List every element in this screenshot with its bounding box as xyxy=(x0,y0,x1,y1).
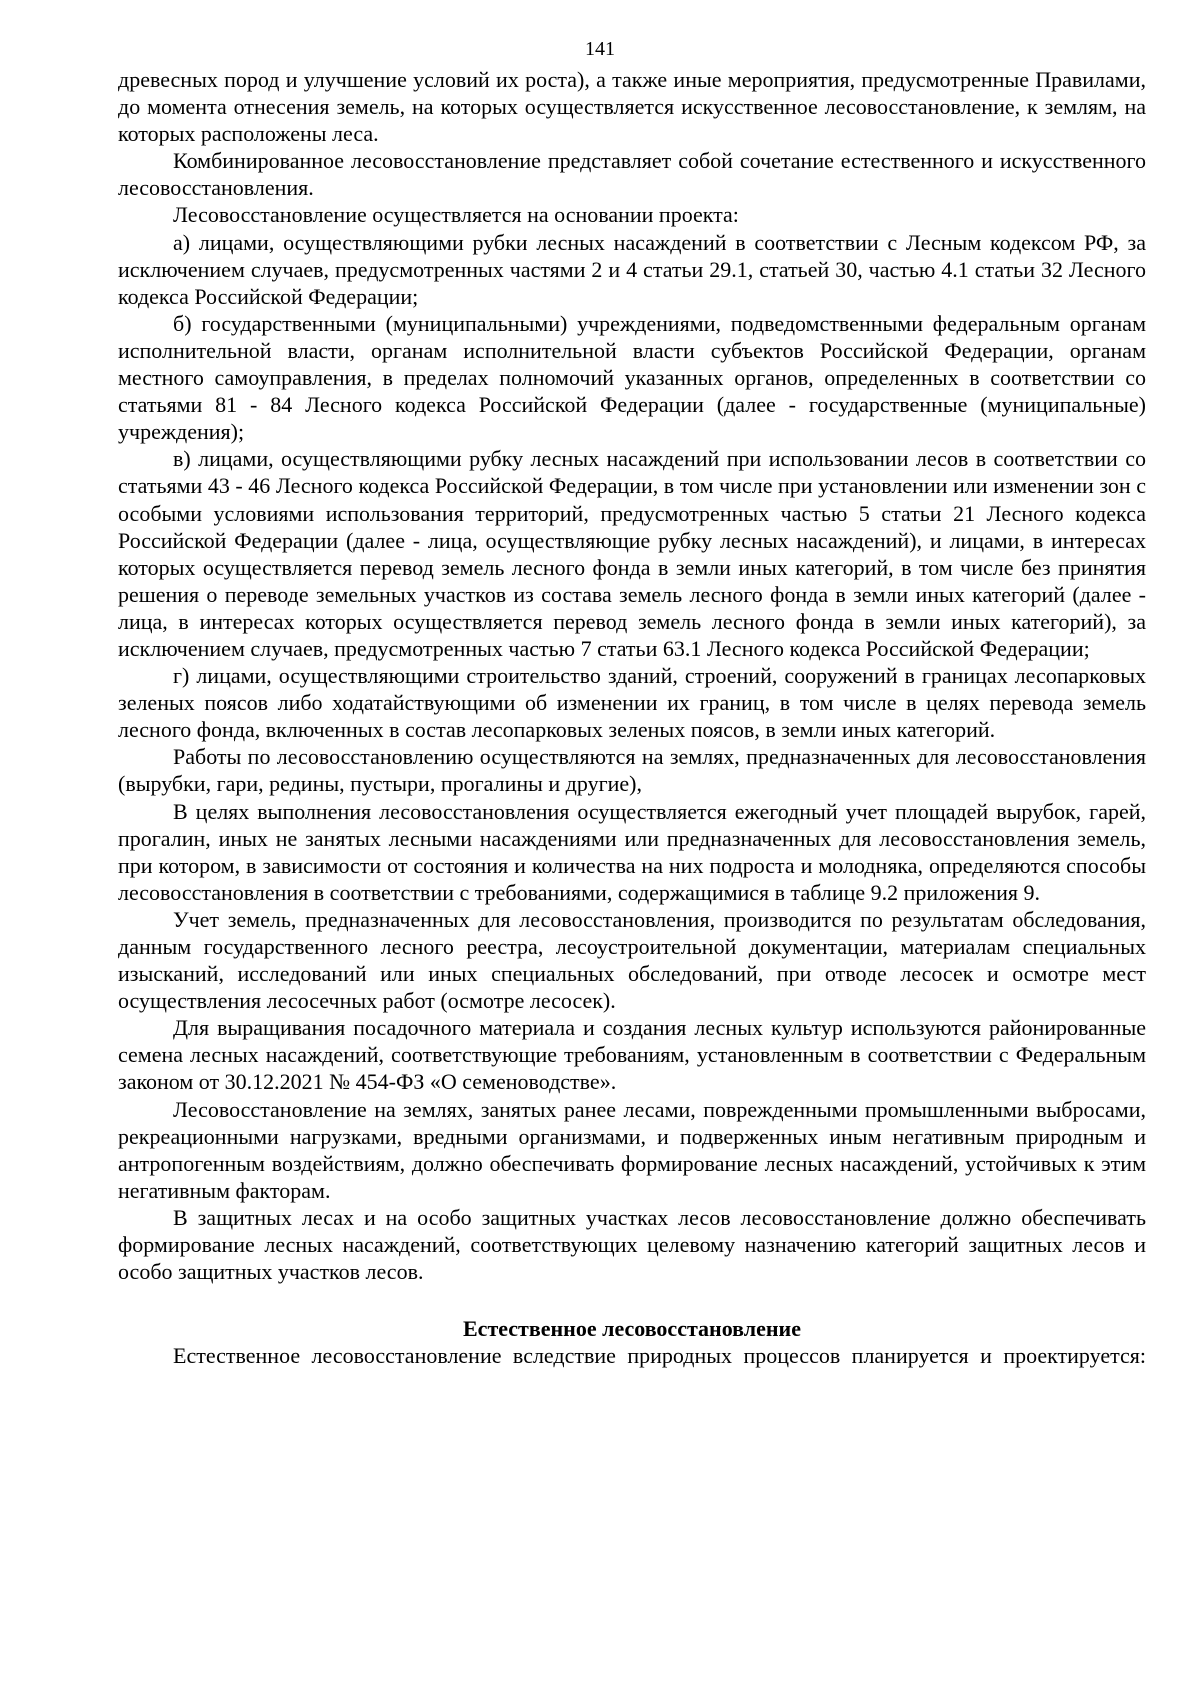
list-item-g: г) лицами, осуществляющими строительство зданий, строений, сооружений в границах лесопарковых зеленых поясов либо ходатайствующими об изменении их границ, в том числе в целях перевода земель лесного фонда, включенных в состав лесопарковых зеленых поясов, в земли иных категорий. xyxy=(118,663,1146,743)
list-item-b: б) государственными (муниципальными) учреждениями, подведомственными федеральным органам исполнительной власти, органам исполнительной власти субъектов Российской Федерации, органам местного самоуправления, в пределах полномочий указанных органов, определенных в соответствии со статьями 81 - 84 Лесного кодекса Российской Федерации (далее - государственные (муниципальные) учреждения); xyxy=(118,310,1146,445)
list-item-a: а) лицами, осуществляющими рубки лесных насаждений в соответствии с Лесным кодексом РФ, за исключением случаев, предусмотренных частями 2 и 4 статьи 29.1, статьей 30, частью 4.1 статьи 32 Лесного кодекса Российской Федерации; xyxy=(118,229,1146,309)
section-paragraph: Естественное лесовосстановление вследствие природных процессов планируется и проектируется: xyxy=(173,1343,1146,1369)
document-body xyxy=(118,66,1146,1369)
paragraph-land-accounting: Учет земель, предназначенных для лесовосстановления, производится по результатам обследования, данным государственного лесного реестра, лесоустроительной документации, материалам специальных изысканий, исследований или иных специальных обследований, при отводе лесосек и осмотре мест осуществления лесосечных работ (осмотре лесосек). xyxy=(118,906,1146,1014)
paragraph-reforestation-lands: Работы по лесовосстановлению осуществляются на землях, предназначенных для лесовосстановления (вырубки, гари, редины, пустыри, прогалины и другие), xyxy=(118,744,1146,797)
paragraph-seed-material: Для выращивания посадочного материала и создания лесных культур используются районированные семена лесных насаждений, соответствующие требованиям, установленным в соответствии с Федеральным законом от 30.12.2021 № 454-ФЗ «О семеноводстве». xyxy=(118,1015,1146,1095)
paragraph-damaged-forests: Лесовосстановление на землях, занятых ранее лесами, поврежденными промышленными выбросами, рекреационными нагрузками, вредными организмами, и подверженных иным негативным природным и антропогенным воздействиям, должно обеспечивать формирование лесных насаждений, устойчивых к этим негативным факторам. xyxy=(118,1096,1146,1203)
paragraph-continuation: древесных пород и улучшение условий их роста), а также иные мероприятия, предусмотренные Правилами, до момента отнесения земель, на которых осуществляется искусственное лесовосстановление, к землям, на которых расположены леса. xyxy=(118,67,1146,147)
paragraph-annual-accounting: В целях выполнения лесовосстановления осуществляется ежегодный учет площадей вырубок, гарей, прогалин, иных не занятых лесными насаждениями или предназначенных для лесовосстановления земель, при котором, в зависимости от состояния и количества на них подроста и молодняка, определяются способы лесовосстановления в соответствии с требованиями, содержащимися в таблице 9.2 приложения 9. xyxy=(118,798,1146,905)
paragraph-combined-reforestation: Комбинированное лесовосстановление представляет собой сочетание естественного и искусственного лесовосстановления. xyxy=(118,148,1146,201)
paragraph-project-basis: Лесовосстановление осуществляется на основании проекта: xyxy=(173,202,739,228)
paragraph-protective-forests: В защитных лесах и на особо защитных участках лесов лесовосстановление должно обеспечивать формирование лесных насаждений, соответствующих целевому назначению категорий защитных лесов и особо защитных участков лесов. xyxy=(118,1204,1146,1285)
list-item-v: в) лицами, осуществляющими рубку лесных насаждений при использовании лесов в соответствии со статьями 43 - 46 Лесного кодекса Российской Федерации, в том числе при установлении или изменении зон с особыми условиями использования территорий, предусмотренных частью 5 статьи 21 Лесного кодекса Российской Федерации (далее - лица, осуществляющие рубку лесных насаждений), и лицами, в интересах которых осуществляется перевод земель лесного фонда в земли иных категорий, в том числе без принятия решения о переводе земельных участков из состава земель лесного фонда в земли иных категорий (далее - лица, в интересах которых осуществляется перевод земель лесного фонда в земли иных категорий), за исключением случаев, предусмотренных частью 7 статьи 63.1 Лесного кодекса Российской Федерации; xyxy=(118,446,1146,661)
page-number: 141 xyxy=(585,38,615,60)
section-heading: Естественное лесовосстановление xyxy=(463,1316,801,1342)
